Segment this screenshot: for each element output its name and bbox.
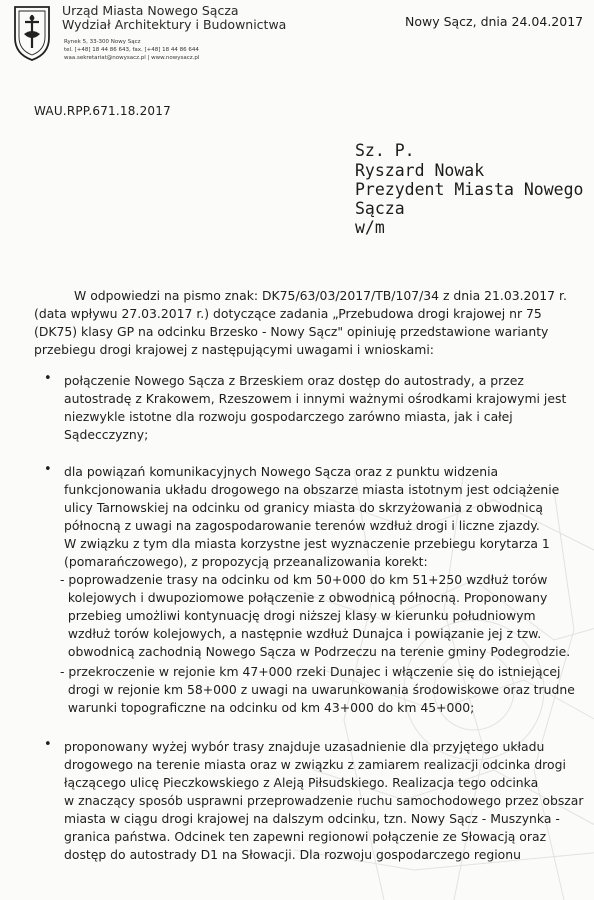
intro-line: przebiegu drogi krajowej z następującymi uwagami i wnioskami: — [34, 342, 434, 357]
organization-address: Rynek 5, 33-300 Nowy Sącz — [64, 39, 141, 45]
bullet-marker: • — [44, 737, 52, 752]
sub-item-1-line: przebieg umożliwi kontynuację drogi niższej klasy w kierunku południowym — [60, 608, 536, 623]
sub-item-1-line: obwodnicą zachodnią Nowego Sącza w Podrzeczu na terenie gminy Podegrodzie. — [60, 644, 571, 659]
intro-line: (data wpływu 27.03.2017 r.) dotyczące zadania „Przebudowa drogi krajowej nr 75 — [34, 306, 542, 321]
sub-item-1-line: - poprowadzenie trasy na odcinku od km 50+000 do km 51+250 wzdłuż torów — [60, 572, 548, 587]
intro-line: W odpowiedzi na pismo znak: DK75/63/03/2017/TB/107/34 z dnia 21.03.2017 r. — [74, 288, 567, 303]
bullet-3-line: dostęp do autostrady D1 na Słowacji. Dla rozwoju gospodarczego regionu — [64, 847, 521, 862]
organization-email: waa.sekretariat@nowysacz.pl | www.nowysacz.pl — [64, 55, 200, 61]
place-and-date: Nowy Sącz, dnia 24.04.2017 — [405, 14, 584, 29]
intro-line: (DK75) klasy GP na odcinku Brzesko - Nowy Sącz" opiniuję przedstawione warianty — [34, 324, 549, 339]
sub-item-2-line: warunki topograficzne na odcinku od km 43+000 do km 45+000; — [60, 700, 475, 715]
sub-item-1-line: kolejowych i dwupoziomowe połączenie z obwodnicą północną. Proponowany — [60, 590, 548, 605]
bullet-1-line: połączenie Nowego Sącza z Brzeskiem oraz dostęp do autostrady, a przez — [64, 373, 524, 388]
bullet-marker: • — [44, 462, 52, 477]
bullet-marker: • — [44, 371, 52, 386]
recipient-name: Ryszard Nowak — [355, 161, 485, 180]
bullet-1-line: niezwykle istotne dla rozwoju gospodarczego zarówno miasta, jak i całej — [64, 409, 513, 424]
bullet-2-line: W związku z tym dla miasta korzystne jest wyznaczenie przebiegu korytarza 1 — [64, 536, 550, 551]
organization-department: Wydział Architektury i Budownictwa — [62, 17, 287, 32]
bullet-2-line: dla powiązań komunikacyjnych Nowego Sącza oraz z punktu widzenia — [64, 464, 499, 479]
recipient-salutation: Sz. P. — [355, 141, 415, 160]
bullet-1-line: Sądecczyzny; — [64, 427, 149, 442]
bullet-3-line: granica państwa. Odcinek ten zapewni regionowi połączenie ze Słowacją oraz — [64, 829, 547, 844]
bullet-3-line: drogowego na terenie miasta oraz w związku z zamiarem realizacji odcinka drogi — [64, 757, 566, 772]
bullet-2-line: (pomarańczowego), z propozycją przeanalizowania korekt: — [64, 554, 428, 569]
bullet-3-line: w znaczący sposób usprawni przeprowadzenie ruchu samochodowego przez obszar — [64, 793, 584, 808]
recipient-title: Prezydent Miasta Nowego — [355, 180, 584, 199]
city-coat-of-arms-logo — [12, 4, 52, 62]
organization-contact: tel. [+48] 18 44 86 643, fax. [+48] 18 44 86 644 — [64, 47, 199, 53]
organization-name: Urząd Miasta Nowego Sącza — [62, 3, 239, 18]
reference-number: WAU.RPP.671.18.2017 — [34, 104, 171, 118]
bullet-2-line: funkcjonowania układu drogowego na obszarze miasta istotnym jest odciążenie — [64, 482, 560, 497]
bullet-3-line: proponowany wyżej wybór trasy znajduje uzasadnienie dla przyjętego układu — [64, 739, 545, 754]
sub-item-2-line: drogi w rejonie km 58+000 z uwagi na uwarunkowania środowiskowe oraz trudne — [60, 682, 575, 697]
bullet-1-line: autostradę z Krakowem, Rzeszowem i innymi ważnymi ośrodkami krajowymi jest — [64, 391, 567, 406]
bullet-3-line: miasta w ciągu drogi krajowej na dalszym odcinku, tzn. Nowy Sącz - Muszynka - — [64, 811, 560, 826]
sub-item-1-line: wzdłuż torów kolejowych, a następnie wzdłuż Dunajca i powiązanie jej z tzw. — [60, 626, 542, 641]
bullet-2-line: północną z uwagi na zagospodarowanie terenów wzdłuż drogi i liczne zjazdy. — [64, 518, 540, 533]
bullet-3-line: łączącego ulicę Pieczkowskiego z Aleją Piłsudskiego. Realizacja tego odcinka — [64, 775, 539, 790]
sub-item-2-line: - przekroczenie w rejonie km 47+000 rzeki Dunajec i włączenie się do istniejącej — [60, 664, 561, 679]
recipient-title-continued: Sącza — [355, 199, 405, 218]
bullet-2-line: ulicy Tarnowskiej na odcinku od granicy miasta do skrzyżowania z obwodnicą — [64, 500, 543, 515]
recipient-location: w/m — [355, 218, 385, 237]
